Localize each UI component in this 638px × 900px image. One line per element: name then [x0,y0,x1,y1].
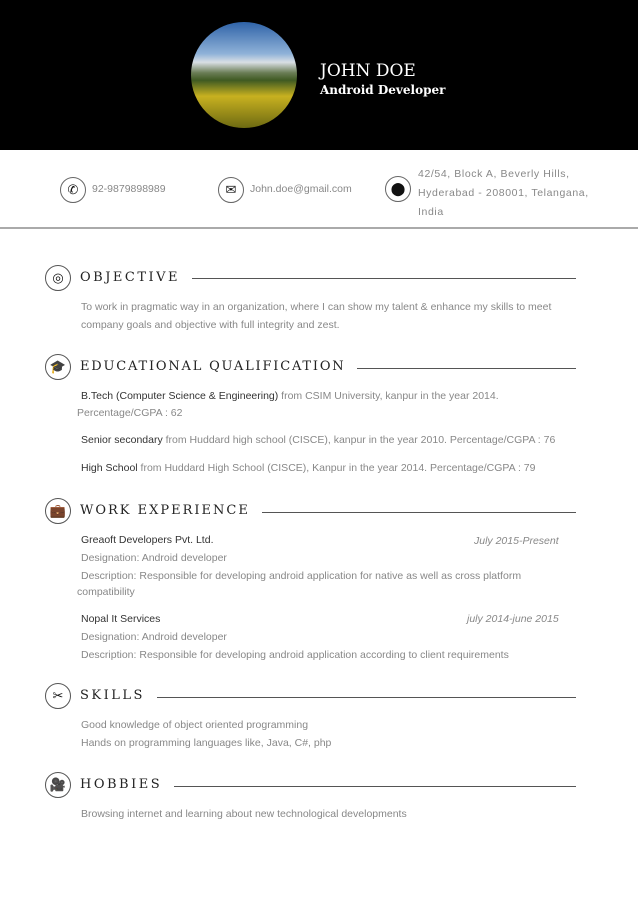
degree: Senior secondary [81,434,163,446]
section-rule [230,512,576,513]
education-item [81,459,535,477]
objective-text [81,298,551,334]
graduation-cap-icon: 🎓 [45,354,71,380]
location-icon: ⬤ [385,176,411,202]
section-rule [140,697,576,698]
divider [0,227,638,229]
detail: from CSIM University, kanpur in the year 2014. [278,390,499,402]
skill: Hands on programming languages like, Java, C#, php [81,737,332,749]
target-icon: ◎ [45,265,71,291]
address [418,165,589,222]
dates: July 2015-Present [474,535,559,547]
section-title-work: WORK EXPERIENCE [80,503,262,518]
briefcase-icon: 💼 [45,498,71,524]
work-item [81,531,521,585]
role: Android Developer [320,83,446,97]
degree: B.Tech (Computer Science & Engineering) [81,390,279,402]
text-line: To work in pragmatic way in an organization, where I can show my talent & enhance my skills to meet [81,301,552,313]
dates: july 2014-june 2015 [467,613,559,625]
section-rule [160,278,576,279]
detail: from Huddard high school (CISCE), kanpur in the year 2010. Percentage/CGPA : 76 [162,434,556,446]
address-line: Hyderabad - 208001, Telangana, [418,187,589,199]
tools-icon: ✂ [45,683,71,709]
cgpa: Percentage/CGPA : 62 [77,407,183,419]
description: Description: Responsible for developing android application according to client requirements [81,649,509,661]
company: Greaoft Developers Pvt. Ltd. [81,534,214,546]
description: Description: Responsible for developing android application for native as well as cross platform [81,570,522,582]
section-title-hobbies: HOBBIES [80,777,174,792]
profile-photo [191,22,297,128]
email: John.doe@gmail.com [250,183,352,195]
description: compatibility [77,586,135,598]
hobby: Browsing internet and learning about new technological developments [81,808,407,820]
company: Nopal It Services [81,613,161,625]
text-line: company goals and objective with full integrity and zest. [81,319,340,331]
phone-icon: ✆ [60,177,86,203]
work-item [81,610,509,664]
section-title-skills: SKILLS [80,688,157,703]
section-title-education: EDUCATIONAL QUALIFICATION [80,359,357,374]
skill: Good knowledge of object oriented programming [81,719,309,731]
detail: from Huddard High School (CISCE), Kanpur in the year 2014. Percentage/CGPA : 79 [137,462,536,474]
address-line: India [418,206,444,218]
designation: Designation: Android developer [81,631,227,643]
education-item [81,431,555,449]
address-line: 42/54, Block A, Beverly Hills, [418,168,570,180]
degree: High School [81,462,138,474]
phone: 92-9879898989 [92,183,166,195]
header-banner [0,0,638,150]
name: JOHN DOE [320,61,416,81]
designation: Designation: Android developer [81,552,227,564]
education-item [81,387,499,405]
camera-icon: 🎥 [45,772,71,798]
skills-list [81,716,331,752]
section-title-objective: OBJECTIVE [80,270,192,285]
email-icon: ✉ [218,177,244,203]
section-rule [150,786,576,787]
